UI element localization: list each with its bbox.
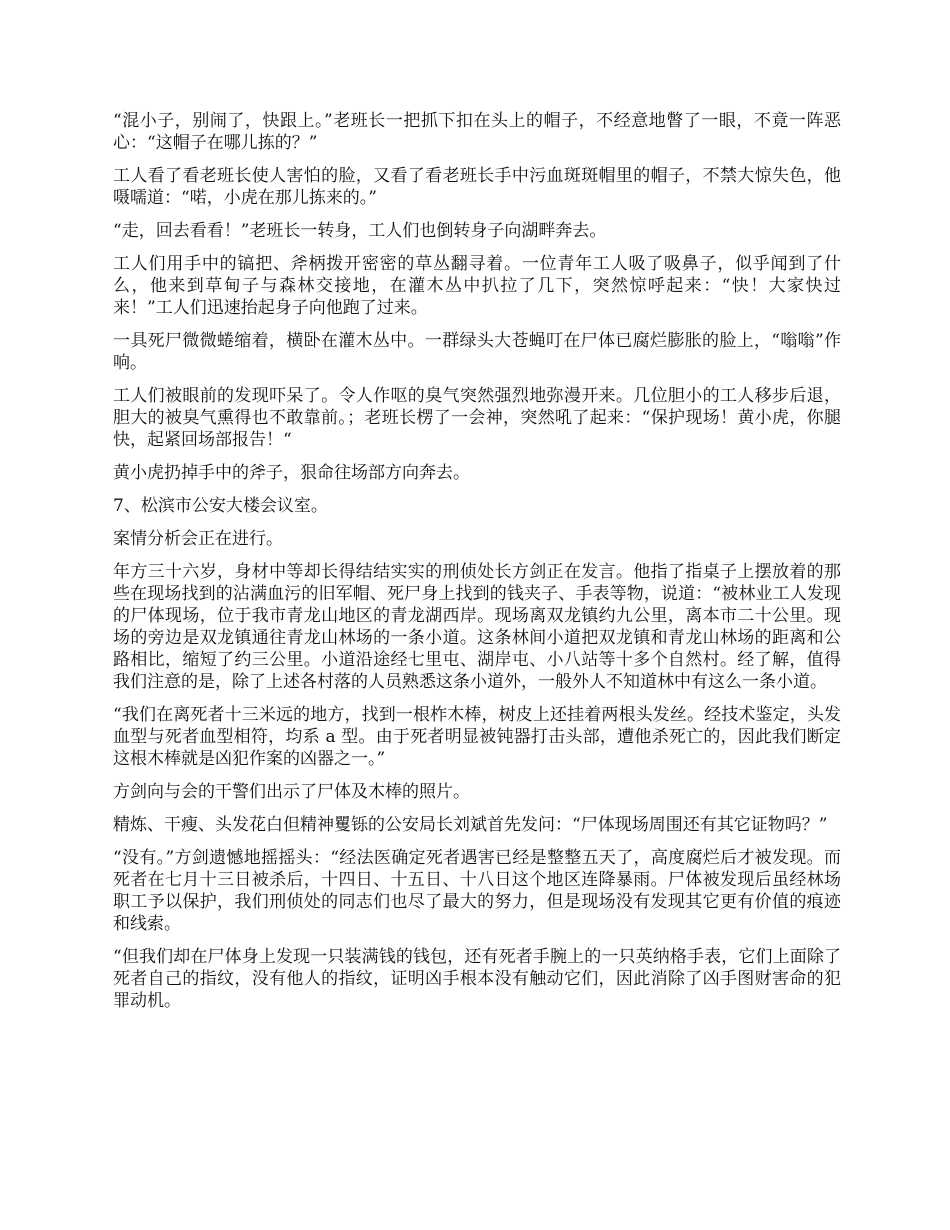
paragraph: 案情分析会正在进行。	[113, 529, 283, 549]
paragraph: 黄小虎扔掉手中的斧子，狠命往场部方向奔去。	[113, 463, 470, 483]
section-heading: 7、松滨市公安大楼会议室。	[113, 496, 328, 516]
paragraph: “但我们却在尸体身上发现一只装满钱的钱包，还有死者手腕上的一只英纳格手表，它们上面除了死者自己的指纹，没有他人的指纹，证明凶手根本没有触动它们，因此消除了凶手图财害命的犯罪动机。	[113, 947, 841, 1011]
paragraph: “没有。”方剑遗憾地摇摇头：“经法医确定死者遇害已经是整整五天了，高度腐烂后才被发现。而死者在七月十三日被杀后，十四日、十五日、十八日这个地区连降暴雨。尸体被发现后虽经林场职工予以保护，我们刑侦处的同志们也尽了最大的努力，但是现场没有发现其它更有价值的痕迹和线索。	[113, 848, 841, 934]
paragraph: 精炼、干瘦、头发花白但精神矍铄的公安局长刘斌首先发问：“尸体现场周围还有其它证物吗？”	[113, 815, 828, 835]
paragraph: 方剑向与会的干警们出示了尸体及木棒的照片。	[113, 782, 470, 802]
paragraph: “我们在离死者十三米远的地方，找到一根柞木棒，树皮上还挂着两根头发丝。经技术鉴定，头发血型与死者血型相符，均系 a 型。由于死者明显被钝器打击头部，遭他杀死亡的，因此我们断定这根木棒就是凶犯作案的凶器之一。”	[113, 705, 841, 769]
document-page	[113, 110, 841, 1023]
paragraph: 年方三十六岁，身材中等却长得结结实实的刑侦处长方剑正在发言。他指了指桌子上摆放着的那些在现场找到的沾满血污的旧军帽、死尸身上找到的钱夹子、手表等物，说道：“被林业工人发现的尸体现场，位于我市青龙山地区的青龙湖西岸。现场离双龙镇约九公里，离本市二十公里。现场的旁边是双龙镇通往青龙山林场的一条小道。这条林间小道把双龙镇和青龙山林场的距离和公路相比，缩短了约三公里。小道沿途经七里屯、湖岸屯、小八站等十多个自然村。经了解，值得我们注意的是，除了上述各村落的人员熟悉这条小道外，一般外人不知道林中有这么一条小道。	[113, 562, 841, 692]
paragraph: 工人们被眼前的发现吓呆了。令人作呕的臭气突然强烈地弥漫开来。几位胆小的工人移步后退，胆大的被臭气熏得也不敢靠前。；老班长楞了一会神，突然吼了起来：“保护现场！黄小虎，你腿快，起紧回场部报告！“	[113, 386, 841, 450]
paragraph: 工人们用手中的镐把、斧柄拨开密密的草丛翻寻着。一位青年工人吸了吸鼻子，似乎闻到了什么，他来到草甸子与森林交接地，在灌木丛中扒拉了几下，突然惊呼起来：“快！大家快过来！”工人们迅速抬起身子向他跑了过来。	[113, 254, 841, 318]
paragraph: “走，回去看看！”老班长一转身，工人们也倒转身子向湖畔奔去。	[113, 221, 607, 241]
paragraph: 一具死尸微微蜷缩着，横卧在灌木丛中。一群绿头大苍蝇叮在尸体已腐烂膨胀的脸上，“嗡嗡”作响。	[113, 331, 841, 373]
paragraph: “混小子，别闹了，快跟上。”老班长一把抓下扣在头上的帽子，不经意地瞥了一眼，不竟一阵恶心：“这帽子在哪儿拣的？”	[113, 111, 841, 153]
paragraph: 工人看了看老班长使人害怕的脸，又看了看老班长手中污血斑斑帽里的帽子，不禁大惊失色，他嗫嚅道：“喏，小虎在那儿拣来的。”	[113, 166, 841, 208]
